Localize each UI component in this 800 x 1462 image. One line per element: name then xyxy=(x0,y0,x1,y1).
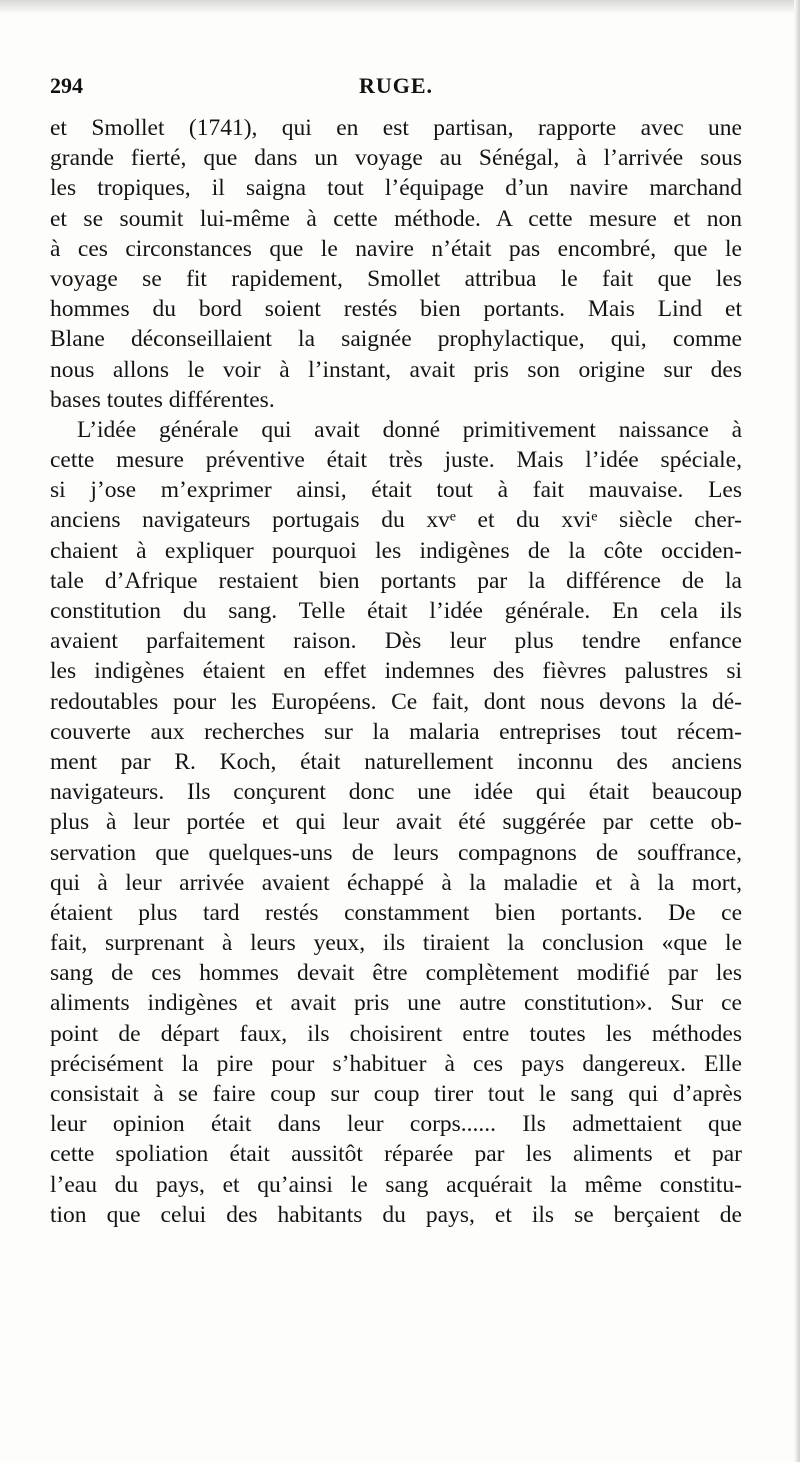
text-line: tion que celui des habitants du pays, et ils se berçaient de xyxy=(50,1201,742,1228)
text-line: L’idée générale qui avait donné primitivement naissance à xyxy=(77,416,742,443)
text-line: consistait à se faire coup sur coup tirer tout le sang qui d’après xyxy=(50,1081,742,1107)
text-line: navigateurs. Ils conçurent donc une idée qui était beaucoup xyxy=(50,779,742,806)
text-line: plus à leur portée et qui leur avait été suggérée par cette ob- xyxy=(50,809,742,836)
text-line: avaient parfaitement raison. Dès leur plus tendre enfance xyxy=(50,628,742,655)
text-line: tale d’Afrique restaient bien portants par la différence de la xyxy=(50,567,742,594)
text-line: couverte aux recherches sur la malaria entreprises tout récem- xyxy=(50,718,742,745)
page-header xyxy=(50,73,742,103)
text-line: bases toutes différentes. xyxy=(50,386,275,413)
text-line: chaient à expliquer pourquoi les indigènes de la côte occiden- xyxy=(50,537,742,564)
text-line: précisément la pire pour s’habituer à ces pays dangereux. Elle xyxy=(50,1050,742,1077)
text-line: grande fierté, que dans un voyage au Sénégal, à l’arrivée sous xyxy=(50,145,742,172)
text-line: sang de ces hommes devait être complètement modifié par les xyxy=(50,960,742,987)
text-line: aliments indigènes et avait pris une autre constitution». Sur ce xyxy=(50,990,742,1017)
text-line: fait, surprenant à leurs yeux, ils tiraient la conclusion «que le xyxy=(50,930,742,957)
text-line: les tropiques, il saigna tout l’équipage d’un navire marchand xyxy=(50,175,742,202)
text-line: anciens navigateurs portugais du xvᵉ et du xviᵉ siècle cher- xyxy=(50,507,742,534)
text-line: cette mesure préventive était très juste. Mais l’idée spéciale, xyxy=(50,447,742,474)
running-head: RUGE. xyxy=(358,73,434,98)
text-line: cette spoliation était aussitôt réparée par les aliments et par xyxy=(50,1141,742,1168)
text-line: étaient plus tard restés constamment bien portants. De ce xyxy=(50,899,742,926)
text-line: et se soumit lui-même à cette méthode. A cette mesure et non xyxy=(50,205,742,232)
text-line: qui à leur arrivée avaient échappé à la maladie et à la mort, xyxy=(50,869,742,896)
text-line: servation que quelques-uns de leurs compagnons de souffrance, xyxy=(50,839,742,866)
text-line: Blane déconseillaient la saignée prophylactique, qui, comme xyxy=(50,326,742,353)
text-line: voyage se fit rapidement, Smollet attribua le fait que les xyxy=(50,265,742,292)
text-line: hommes du bord soient restés bien portants. Mais Lind et xyxy=(50,296,742,323)
text-line: et Smollet (1741), qui en est partisan, rapporte avec une xyxy=(50,115,742,141)
text-line: les indigènes étaient en effet indemnes des fièvres palustres si xyxy=(50,658,742,685)
scan-right-edge xyxy=(794,0,800,1462)
text-line: redoutables pour les Européens. Ce fait, dont nous devons la dé- xyxy=(50,688,742,715)
text-line: constitution du sang. Telle était l’idée générale. En cela ils xyxy=(50,598,742,624)
text-line: si j’ose m’exprimer ainsi, était tout à fait mauvaise. Les xyxy=(50,477,742,504)
body-text xyxy=(50,113,742,1230)
text-line: leur opinion était dans leur corps...... Ils admettaient que xyxy=(50,1111,742,1138)
scan-top-edge xyxy=(0,0,800,14)
text-line: nous allons le voir à l’instant, avait pris son origine sur des xyxy=(50,356,742,383)
text-line: à ces circonstances que le navire n’était pas encombré, que le xyxy=(50,235,742,262)
text-line: l’eau du pays, et qu’ainsi le sang acquérait la même constitu- xyxy=(50,1171,742,1198)
text-line: ment par R. Koch, était naturellement inconnu des anciens xyxy=(50,748,742,775)
page-number: 294 xyxy=(50,73,83,98)
text-line: point de départ faux, ils choisirent entre toutes les méthodes xyxy=(50,1020,742,1047)
